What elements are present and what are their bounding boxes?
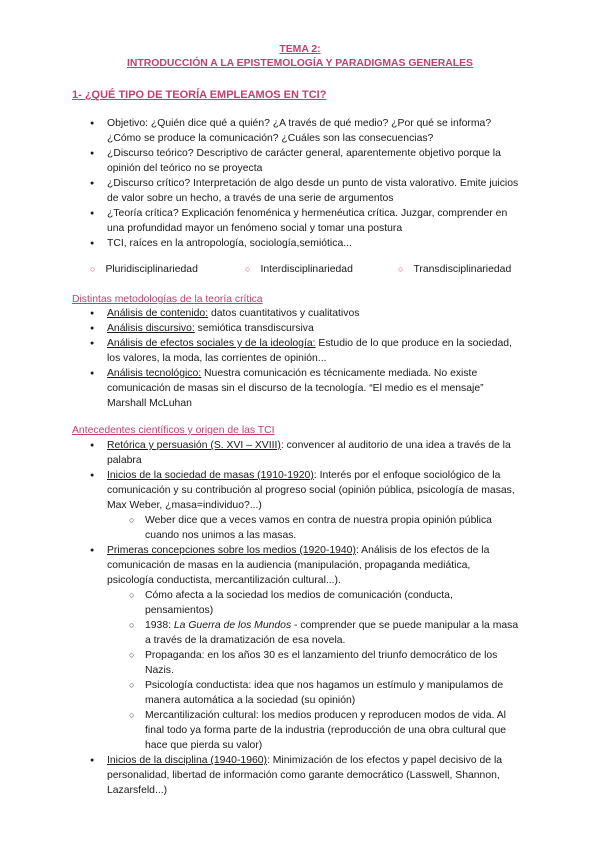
section-heading: 1- ¿QUÉ TIPO DE TEORÍA EMPLEAMOS EN TCI? xyxy=(72,89,327,101)
section-heading: Distintas metodologías de la teoría crítica xyxy=(72,294,263,305)
theory-bullet-list xyxy=(0,116,600,251)
list-item: ● Retórica y persuasión (S. XVI – XVIII): convencer al auditorio de una idea a través de la palabra xyxy=(0,438,519,468)
list-item: ● Análisis de efectos sociales y de la ideología: Estudio de lo que produce en la sociedad, los valores, la moda, las corrientes de opinión... xyxy=(0,336,519,366)
list-item: ○ Interdisciplinariedad xyxy=(245,264,353,275)
list-item: ○ Propaganda: en los años 30 es el lanzamiento del triunfo democrático de los Nazis. xyxy=(0,648,519,678)
antecedents-list xyxy=(0,438,600,798)
list-item: ● ¿Discurso teórico? Descriptivo de carácter general, aparentemente objetivo porque la opinión del teórico no se proyecta xyxy=(0,146,519,176)
circle-bullet-icon: ○ xyxy=(398,264,404,274)
circle-bullet-icon: ○ xyxy=(245,264,251,274)
disciplinarity-row xyxy=(0,262,600,278)
topic-number: TEMA 2: xyxy=(279,44,321,55)
list-item: ○ Pluridisciplinariedad xyxy=(90,264,198,275)
document-title: INTRODUCCIÓN A LA EPISTEMOLOGÍA Y PARADIGMAS GENERALES xyxy=(127,58,473,69)
list-item: ● Análisis de contenido: datos cuantitativos y cualitativos xyxy=(0,306,519,321)
methodology-list xyxy=(0,306,600,411)
list-item: ○ Cómo afecta a la sociedad los medios de comunicación (conducta, pensamientos) xyxy=(0,588,519,618)
list-item: ● ¿Discurso crítico? Interpretación de algo desde un punto de vista valorativo. Emite juicios de valor sobre un hecho, a través de una serie de argumentos xyxy=(0,176,519,206)
list-item: ● Análisis discursivo: semiótica transdiscursiva xyxy=(0,321,519,336)
circle-bullet-icon: ○ xyxy=(90,264,96,274)
list-item: ● Análisis tecnológico: Nuestra comunicación es técnicamente mediada. No existe comunicación de masas sin el discurso de la tecnología. “El medio es el mensaje” Marshall McLuhan xyxy=(0,366,519,411)
list-item: ● ¿Teoría crítica? Explicación fenoménica y hermenéutica crítica. Juzgar, comprender en una profundidad mayor un fenómeno social y tomar una postura xyxy=(0,206,519,236)
list-item: ○ Mercantilización cultural: los medios producen y reproducen modos de vida. Al final todo ya forma parte de la industria (reproducción de una obra cultural que hace que pierda su valor) xyxy=(0,708,519,753)
section-heading: Antecedentes científicos y origen de las TCI xyxy=(72,425,275,436)
list-item: ● Inicios de la sociedad de masas (1910-1920): Interés por el enfoque sociológico de la comunicación y su contribución al progreso social (opinión pública, psicología de masas, Max Weber, ¿masa=individuo?...) xyxy=(0,468,519,513)
list-item: ● TCI, raíces en la antropología, sociología,semiótica... xyxy=(0,236,519,251)
list-item: ○ Psicología conductista: idea que nos hagamos un estímulo y manipulamos de manera automática a la sociedad (su opinión) xyxy=(0,678,519,708)
list-item: ● Primeras concepciones sobre los medios (1920-1940): Análisis de los efectos de la comunicación de masas en la audiencia (manipulación, propaganda mediática, psicología conductista, mercantilización cultural...). xyxy=(0,543,519,588)
list-item: ○ Transdisciplinariedad xyxy=(398,264,512,275)
list-item: ○ Weber dice que a veces vamos en contra de nuestra propia opinión pública cuando nos unimos a las masas. xyxy=(0,513,519,543)
list-item: ○ 1938: La Guerra de los Mundos - comprender que se puede manipular a la masa a través de la dramatización de esa novela. xyxy=(0,618,519,648)
list-item: ● Inicios de la disciplina (1940-1960): Minimización de los efectos y papel decisivo de la personalidad, libertad de información como garante democrático (Lasswell, Shannon, Lazarsfeld...) xyxy=(0,753,519,798)
list-item: ● Objetivo: ¿Quién dice qué a quién? ¿A través de qué medio? ¿Por qué se informa? ¿Cómo se produce la comunicación? ¿Cuáles son las consecuencias? xyxy=(0,116,519,146)
